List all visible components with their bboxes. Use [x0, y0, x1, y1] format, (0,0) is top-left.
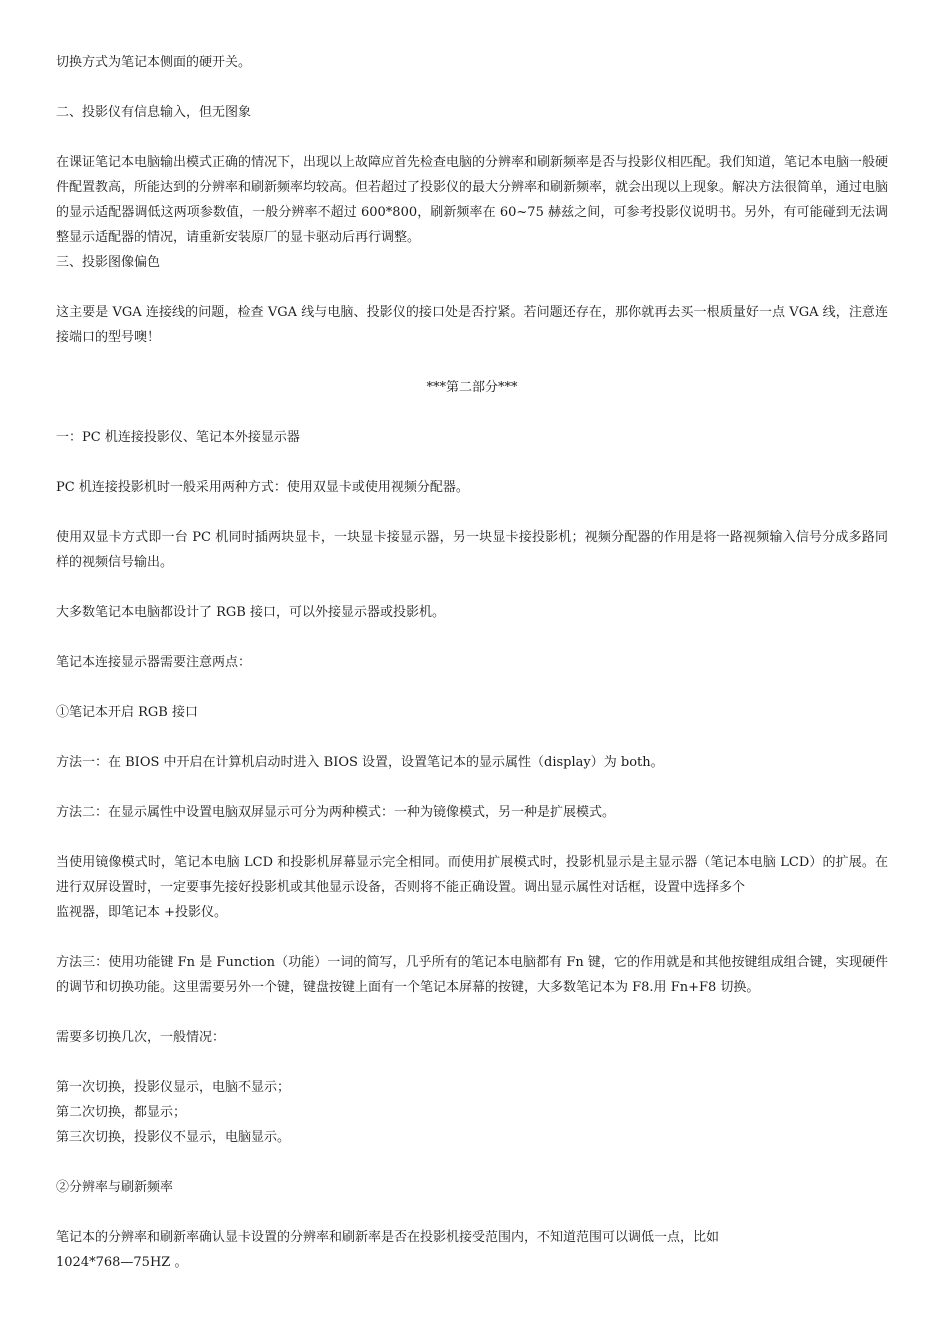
heading-pc-projector: 一：PC 机连接投影仪、笔记本外接显示器	[56, 430, 300, 445]
paragraph-two-methods: PC 机连接投影机时一般采用两种方式：使用双显卡或使用视频分配器。	[56, 480, 469, 495]
paragraph-resolution-example: 1024*768—75HZ 。	[56, 1255, 188, 1270]
heading-color-cast: 三、投影图像偏色	[56, 255, 161, 270]
paragraph-resolution-range: 笔记本的分辨率和刷新率确认显卡设置的分辨率和刷新率是否在投影机接受范围内，不知道范围可以调低一点，比如	[56, 1230, 720, 1245]
paragraph-method-three: 方法三：使用功能键 Fn 是 Function（功能）一词的简写，几乎所有的笔记本电脑都有 Fn 键，它的作用就是和其他按键组成组合键，实现硬件的调节和切换功能。这里需要另外一个键，键盘按键上面有一个笔记本屏幕的按键，大多数笔记本为 F8.用 Fn+F8 切换。	[56, 955, 888, 995]
paragraph-rgb-port: 大多数笔记本电脑都设计了 RGB 接口，可以外接显示器或投影机。	[56, 605, 445, 620]
paragraph-switch-method: 切换方式为笔记本侧面的硬开关。	[56, 55, 252, 70]
list-item-first-switch: 第一次切换，投影仪显示，电脑不显示；	[56, 1080, 291, 1095]
heading-resolution-refresh: ②分辨率与刷新频率	[56, 1180, 174, 1195]
paragraph-method-two: 方法二：在显示属性中设置电脑双屏显示可分为两种模式：一种为镜像模式，另一种是扩展模式。	[56, 805, 616, 820]
list-item-second-switch: 第二次切换，都显示；	[56, 1105, 187, 1120]
paragraph-monitor-line: 监视器，即笔记本 +投影仪。	[56, 905, 228, 920]
paragraph-vga-cable: 这主要是 VGA 连接线的问题，检查 VGA 线与电脑、投影仪的接口处是否拧紧。若问题还存在，那你就再去买一根质量好一点 VGA 线，注意连接端口的型号噢！	[56, 305, 888, 345]
document-page	[56, 50, 888, 1275]
paragraph-mirror-mode: 当使用镜像模式时，笔记本电脑 LCD 和投影机屏幕显示完全相同。而使用扩展模式时，投影机显示是主显示器（笔记本电脑 LCD）的扩展。在进行双屏设置时，一定要事先接好投影机或其他显示设备，否则将不能正确设置。调出显示属性对话框，设置中选择多个	[56, 855, 888, 895]
paragraph-resolution-check: 在课证笔记本电脑输出模式正确的情况下，出现以上故障应首先检查电脑的分辨率和刷新频率是否与投影仪相匹配。我们知道，笔记本电脑一般硬件配置教高，所能达到的分辨率和刷新频率均较高。但若超过了投影仪的最大分辨率和刷新频率，就会出现以上现象。解决方法很简单，通过电脑的显示适配器调低这两项参数值，一般分辨率不超过 600*800，刷新频率在 60~75 赫兹之间，可参考投影仪说明书。另外，有可能碰到无法调整显示适配器的情况，请重新安装原厂的显卡驱动后再行调整。	[56, 155, 889, 245]
heading-no-image: 二、投影仪有信息输入，但无图象	[56, 105, 252, 120]
paragraph-switch-times: 需要多切换几次，一般情况：	[56, 1030, 226, 1045]
paragraph-method-one: 方法一：在 BIOS 中开启在计算机启动时进入 BIOS 设置，设置笔记本的显示属性（display）为 both。	[56, 755, 664, 770]
section-title-part-two: ***第二部分***	[426, 380, 518, 395]
list-item-third-switch: 第三次切换，投影仪不显示，电脑显示。	[56, 1130, 291, 1145]
paragraph-two-points: 笔记本连接显示器需要注意两点：	[56, 655, 252, 670]
heading-enable-rgb: ①笔记本开启 RGB 接口	[56, 705, 198, 720]
paragraph-dual-card: 使用双显卡方式即一台 PC 机同时插两块显卡，一块显卡接显示器，另一块显卡接投影机；视频分配器的作用是将一路视频输入信号分成多路同样的视频信号输出。	[56, 530, 888, 570]
